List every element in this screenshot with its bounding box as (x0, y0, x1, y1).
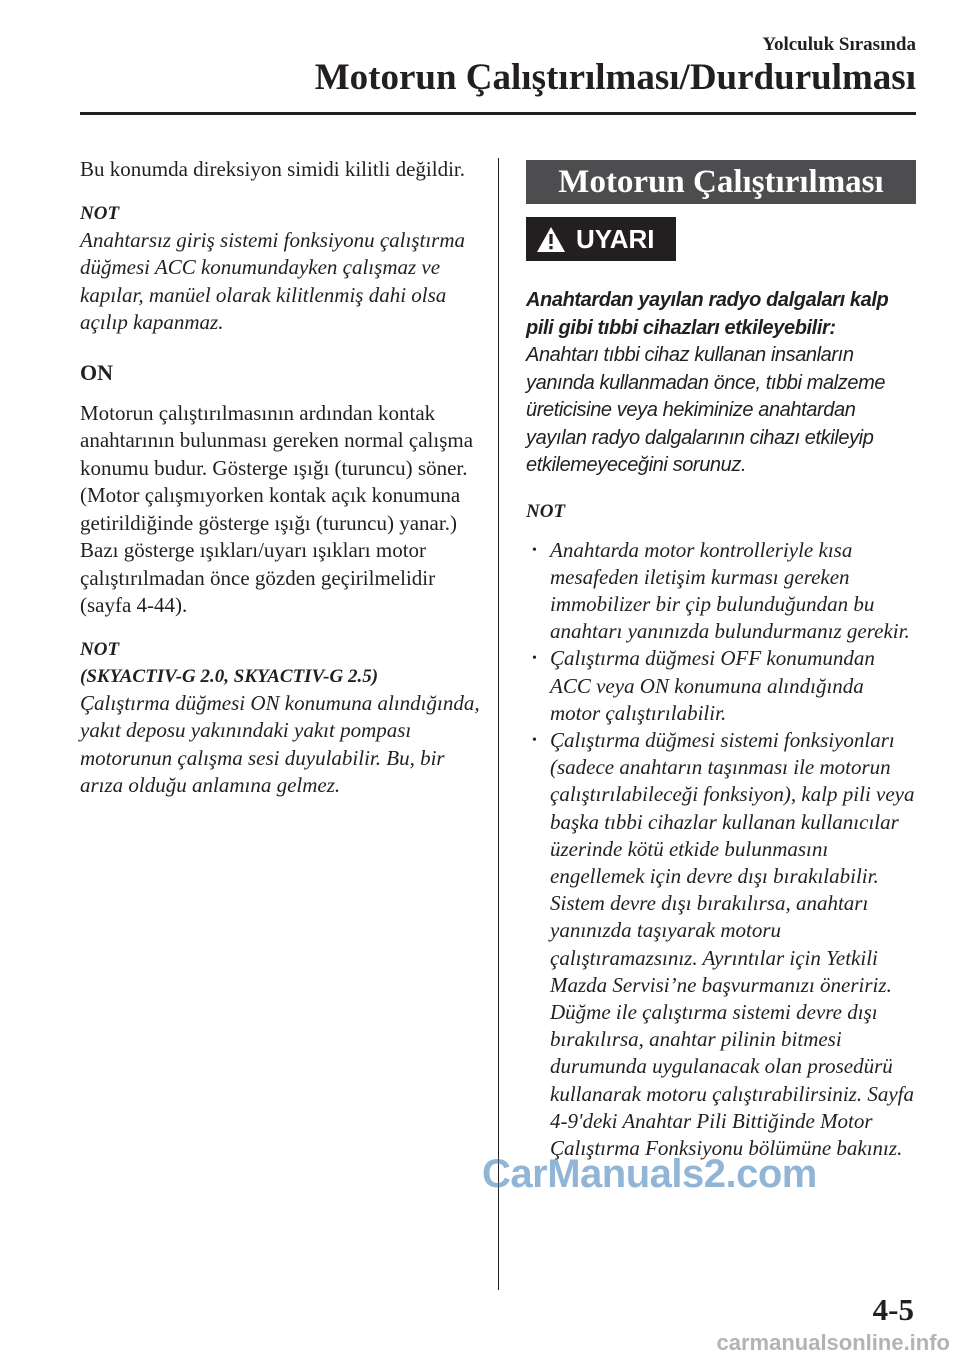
column-divider (498, 158, 499, 1290)
note-heading-3: NOT (526, 500, 566, 522)
right-column (526, 160, 918, 1162)
note-text: Anahtarsız giriş sistemi fonksiyonu çalıştırma düğmesi ACC konumundayken çalışmaz ve kapılar, manüel olarak kilitlenmiş dahi olsa açılıp kapanmaz. (80, 227, 466, 334)
warning-badge (526, 217, 676, 261)
intro-paragraph: Bu konumda direksiyon simidi kilitli değildir. (80, 157, 465, 181)
note-heading-2: NOT (80, 638, 120, 660)
on-paragraph-2: Bazı gösterge ışıkları/uyarı ışıkları motor çalıştırılmadan önce gözden geçirilmelidir (sayfa 4-44). (80, 538, 436, 617)
warning-bold-text: Anahtardan yayılan radyo dalgaları kalp pili gibi tıbbi cihazları etkileyebilir: (526, 289, 889, 339)
warning-label: UYARI (576, 223, 655, 254)
watermark-logo: CarManuals2.com (482, 1152, 817, 1196)
left-column (80, 156, 480, 800)
section-title-banner: Motorun Çalıştırılması (526, 160, 916, 204)
warning-triangle-icon (536, 226, 566, 253)
list-item: • Çalıştırma düğmesi sistemi fonksiyonları (sadece anahtarın taşınması ile motorun çalıştırılabileceği fonksiyon), kalp pili veya başka tıbbi cihazlar kullanan kullanıcılar üzerinde kötü etkide bulunmasını engellemek için devre dışı bırakılabilir. Sistem devre dışı bırakılırsa, anahtarı yanınızda taşıyarak motoru çalıştıramazsınız. Ayrıntılar için Yetkili Mazda Servisi’ne başvurmanızı öneririz. Düğme ile çalıştırma sistemi devre dışı bırakılırsa, anahtar pilinin bitmesi durumunda uygulanacak olan prosedürü kullanarak motoru çalıştırabilirsiniz. Sayfa 4-9'deki Anahtar Pili Bittiğinde Motor Çalıştırma Fonksiyonu bölümüne bakınız. (526, 727, 918, 1162)
note-bullet-list (526, 537, 918, 1163)
header-section-label: Yolculuk Sırasında (762, 34, 916, 55)
warning-body-text: Anahtarı tıbbi cihaz kullanan insanların yanında kullanmadan önce, tıbbi malzeme üreticisine veya hekiminize anahtardan yayılan radyo dalgalarının cihazı etkileyip etkilemeyeceğini sorunuz. (526, 344, 886, 476)
note-heading: NOT (80, 202, 120, 224)
on-paragraph: Motorun çalıştırılmasının ardından kontak anahtarının bulunması gereken normal çalışma konumu budur. Gösterge ışığı (turuncu) söner. (Motor çalışmıyorken kontak açık konumuna getirildiğinde gösterge ışığı (turuncu) yanar.) (80, 400, 474, 535)
on-heading: ON (80, 359, 113, 385)
note-subheading: (SKYACTIV-G 2.0, SKYACTIV-G 2.5) (80, 665, 379, 687)
note-text-2: Çalıştırma düğmesi ON konumuna alındığında, yakıt deposu yakınındaki yakıt pompası motorunun çalışma sesi duyulabilir. Bu, bir arıza olduğu anlamına gelmez. (80, 690, 480, 797)
list-item: • Çalıştırma düğmesi OFF konumundan ACC veya ON konumuna alındığında motor çalıştırılabilir. (526, 645, 918, 727)
list-item: • Anahtarda motor kontrolleriyle kısa mesafeden iletişim kurması gereken immobilizer bir çip bulunduğundan bu anahtarı yanınızda bulundurmanız gerekir. (526, 537, 918, 646)
header-rule (80, 112, 916, 115)
watermark-site: carmanualsonline.info (716, 1330, 950, 1355)
page-header-title: Motorun Çalıştırılması/Durdurulması (314, 57, 916, 98)
page-number: 4-5 (872, 1292, 914, 1327)
